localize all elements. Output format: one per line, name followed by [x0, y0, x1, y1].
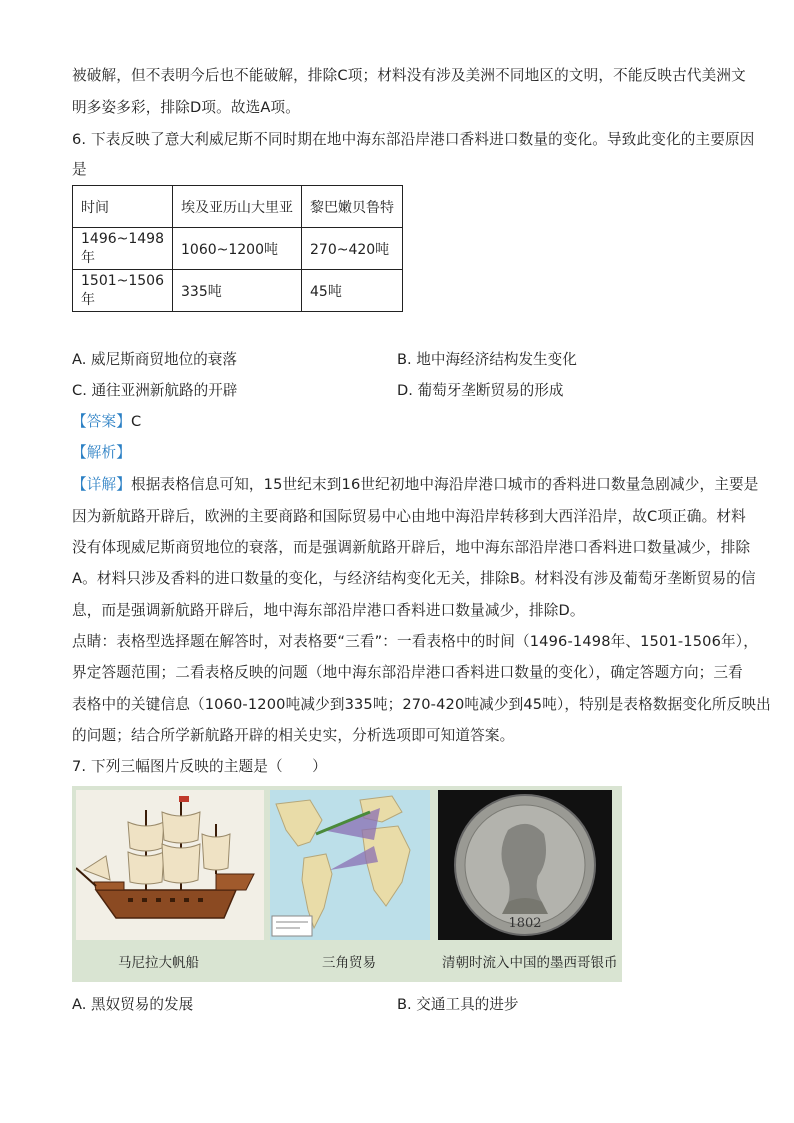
analysis-label: 【解析】	[72, 444, 131, 461]
table-cell: 45吨	[302, 270, 403, 312]
figure-caption: 清朝时流入中国的墨西哥银币	[442, 955, 618, 971]
tip-line: 界定答题范围；二看表格反映的问题（地中海东部沿岸港口香料进口数量的变化），确定答题方向；三看	[72, 664, 743, 681]
question-6-stem-cont: 是	[72, 161, 87, 178]
option-a: A. 威尼斯商贸地位的衰落	[72, 351, 237, 368]
question-6-stem: 6. 下表反映了意大利威尼斯不同时期在地中海东部沿岸港口香料进口数量的变化。导致此变化的主要原因	[72, 131, 755, 148]
detail-line: 没有体现威尼斯商贸地位的衰落，而是强调新航路开辟后，地中海东部沿岸港口香料进口数量减少，排除	[72, 539, 751, 556]
tip-line: 的问题；结合所学新航路开辟的相关史实，分析选项即可知道答案。	[72, 727, 515, 744]
option-b: B. 交通工具的进步	[397, 996, 519, 1013]
tip-line: 点睛：表格型选择题在解答时，对表格要“三看”：一看表格中的时间（1496-1498年、1501-1506年），	[72, 633, 758, 650]
analysis-heading	[72, 443, 131, 463]
detail-text: 根据表格信息可知，15世纪末到16世纪初地中海沿岸港口城市的香料进口数量急剧减少，主要是	[130, 476, 759, 493]
question-7-figure	[72, 786, 622, 982]
text-line: 明多姿多彩，排除D项。故选A项。	[72, 99, 300, 116]
table-cell: 270~420吨	[302, 228, 403, 270]
table-row	[73, 270, 403, 312]
option-c: C. 通往亚洲新航路的开辟	[72, 382, 238, 399]
coin-year: 1802	[508, 916, 542, 931]
mexican-silver-coin-image	[438, 790, 612, 940]
option-d: D. 葡萄牙垄断贸易的形成	[397, 382, 564, 399]
answer	[72, 412, 141, 432]
text-line: 被破解，但不表明今后也不能破解，排除C项；材料没有涉及美洲不同地区的文明，不能反映古代美洲文	[72, 67, 746, 84]
detail-label: 【详解】	[72, 476, 131, 493]
answer-label: 【答案】	[72, 413, 131, 430]
table-cell: 335吨	[173, 270, 302, 312]
galleon-image	[76, 790, 264, 940]
figure-caption: 三角贸易	[322, 955, 376, 971]
table-header-cell: 埃及亚历山大里亚	[173, 186, 302, 228]
table-row	[73, 228, 403, 270]
detail-line: 因为新航路开辟后，欧洲的主要商路和国际贸易中心由地中海沿岸转移到大西洋沿岸，故C项正确。材料	[72, 508, 746, 525]
option-a: A. 黑奴贸易的发展	[72, 996, 194, 1013]
question-7-stem: 7. 下列三幅图片反映的主题是（ ）	[72, 758, 327, 775]
table-cell: 1501~1506年	[73, 270, 173, 312]
table-header-cell: 黎巴嫩贝鲁特	[302, 186, 403, 228]
answer-value: C	[130, 413, 142, 430]
table-cell: 1496~1498年	[73, 228, 173, 270]
table-cell: 1060~1200吨	[173, 228, 302, 270]
table-header-cell: 时间	[73, 186, 173, 228]
spice-import-table	[72, 185, 403, 312]
detail-line: A。材料只涉及香料的进口数量的变化，与经济结构变化无关，排除B。材料没有涉及葡萄牙垄断贸易的信	[72, 570, 756, 587]
figure-caption: 马尼拉大帆船	[118, 955, 199, 971]
tip-line: 表格中的关键信息（1060-1200吨减少到335吨；270-420吨减少到45吨），特别是表格数据变化所反映出	[72, 696, 771, 713]
triangle-trade-map	[270, 790, 430, 940]
option-b: B. 地中海经济结构发生变化	[397, 351, 577, 368]
detail-line: 息，而是强调新航路开辟后，地中海东部沿岸港口香料进口数量减少，排除D。	[72, 602, 585, 619]
table-header-row	[73, 186, 403, 228]
detail-line	[72, 475, 758, 495]
